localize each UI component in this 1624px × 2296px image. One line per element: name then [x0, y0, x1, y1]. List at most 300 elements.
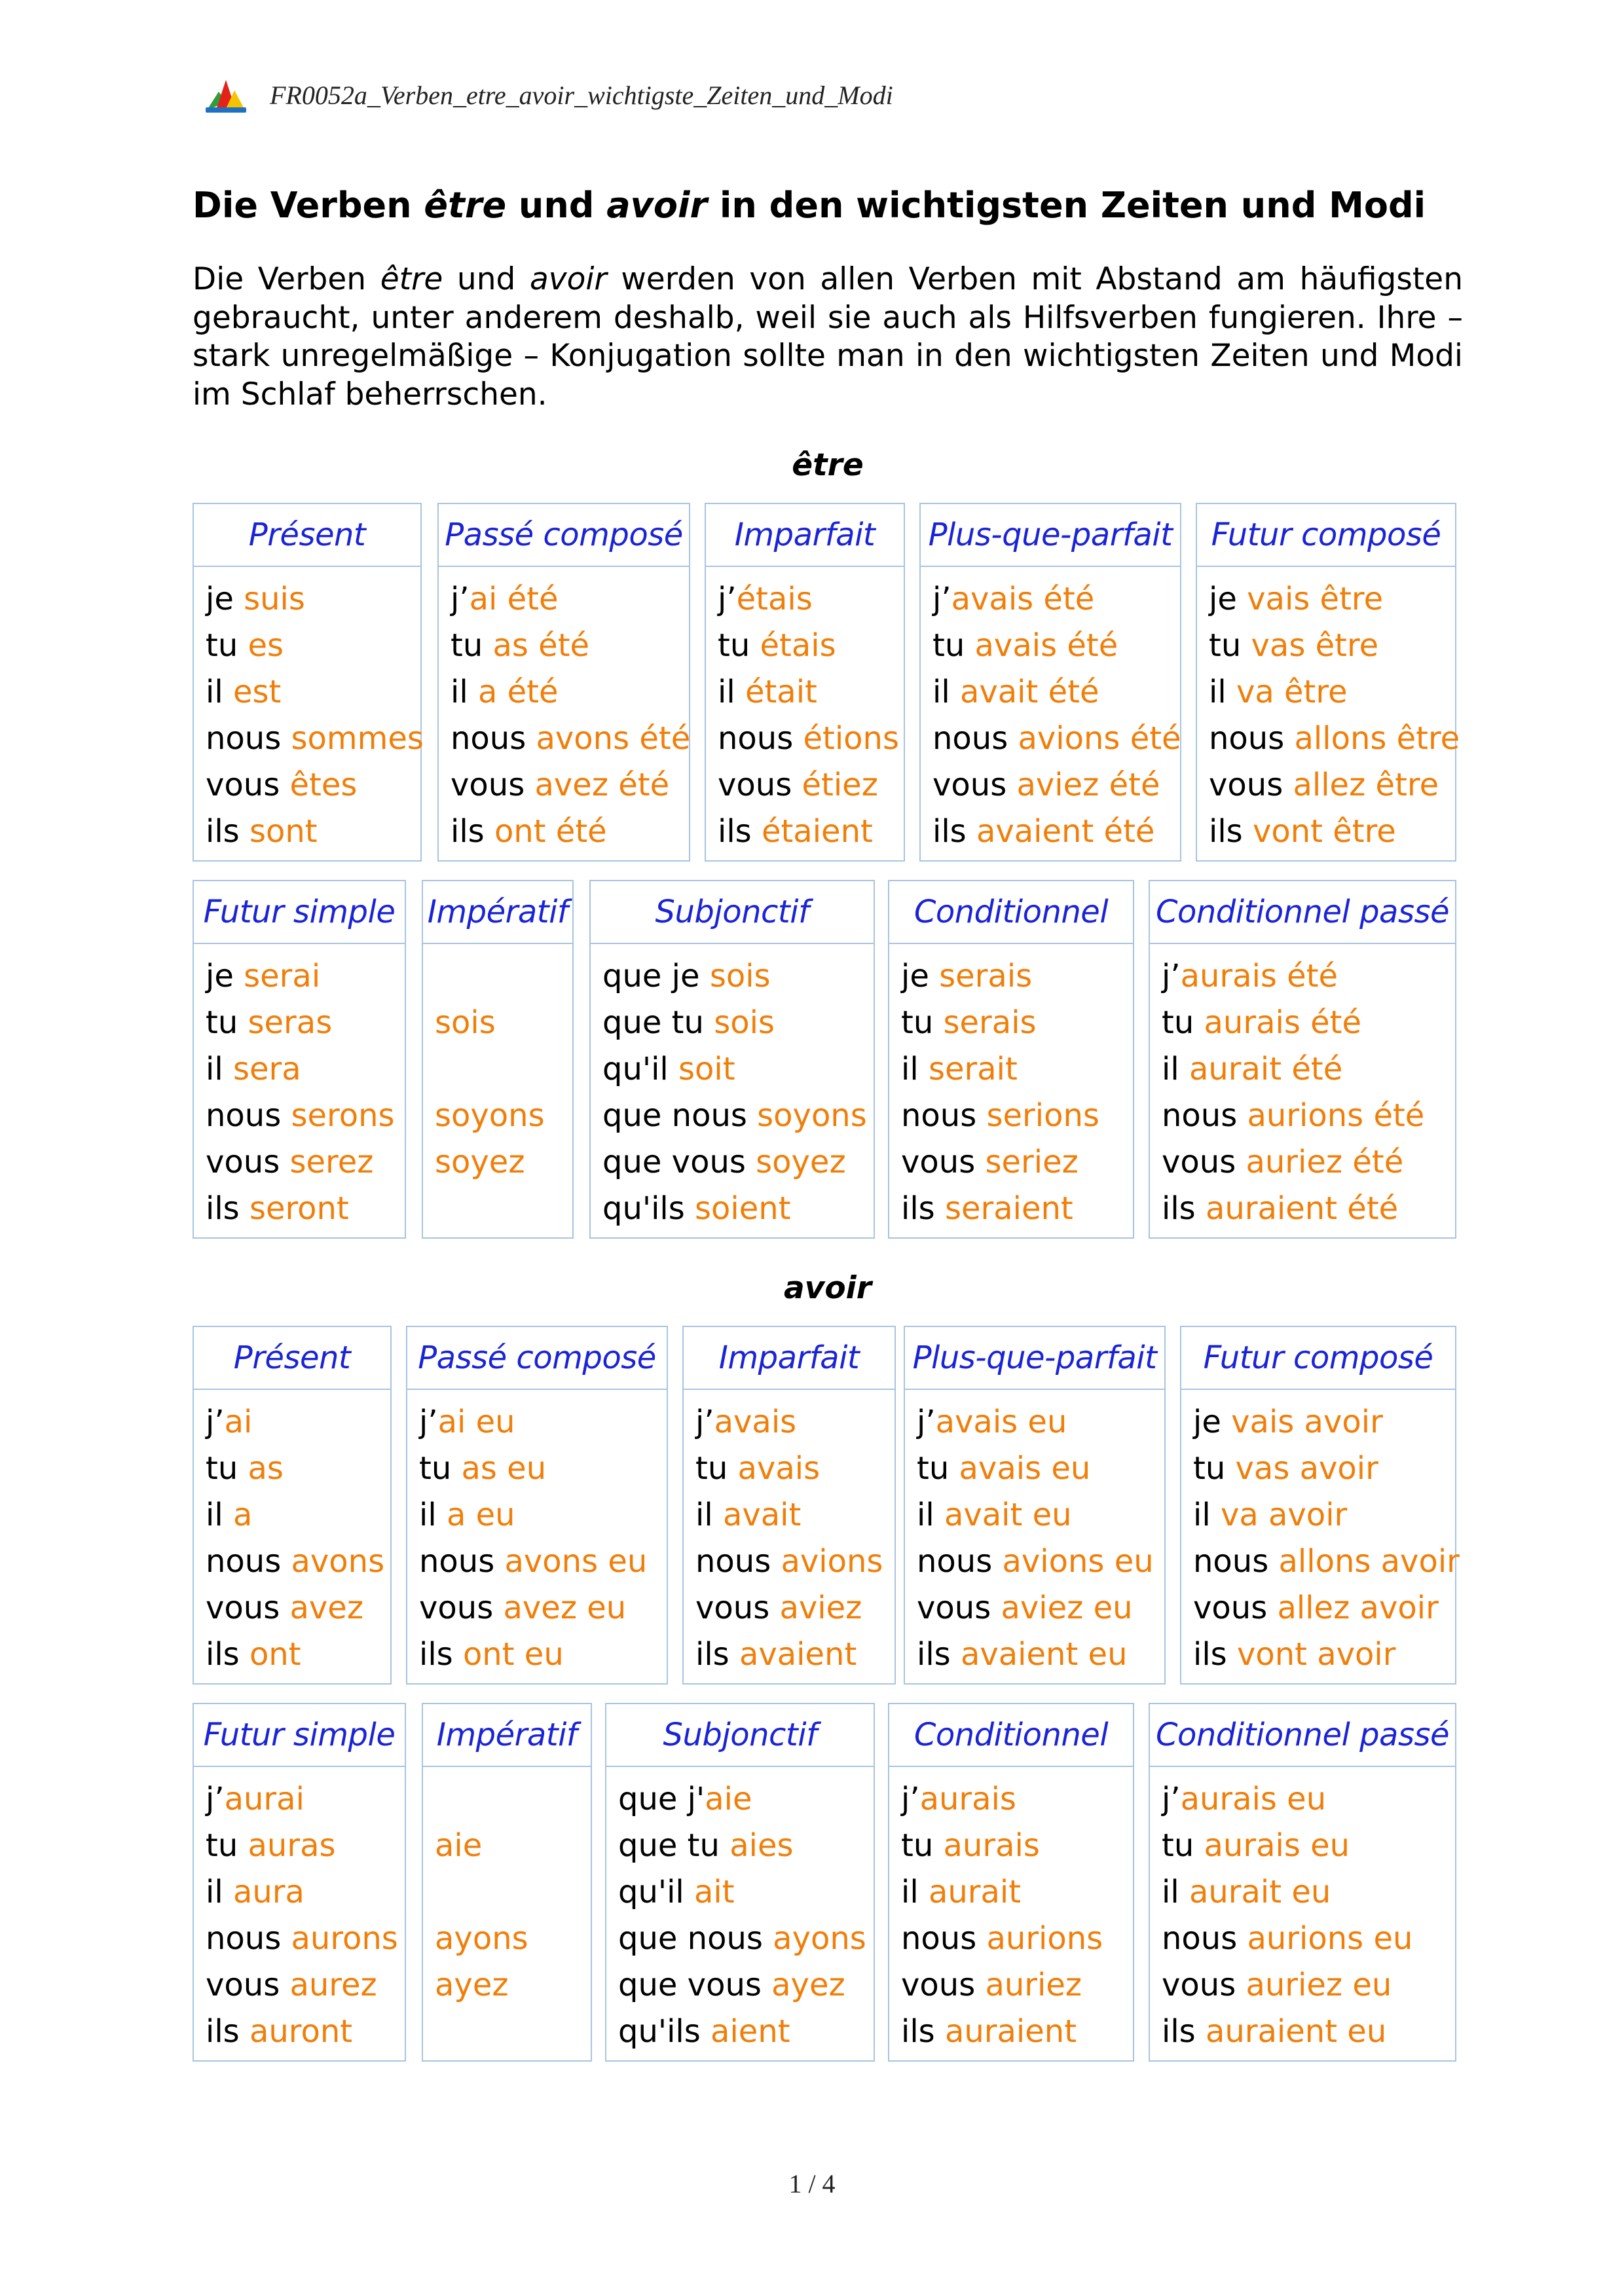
pronoun: tu	[1193, 1450, 1236, 1487]
tense-header: Plus-que-parfait	[921, 504, 1180, 567]
conjugation-row	[451, 809, 689, 855]
conjugation-row	[1209, 576, 1455, 623]
verb-form: sommes	[291, 720, 424, 757]
conjugation-list	[423, 944, 572, 1232]
pronoun: j’	[718, 581, 737, 617]
page-header	[204, 72, 893, 118]
conjugation-row	[206, 1869, 405, 1916]
pronoun: vous	[206, 1967, 290, 2003]
verb-form: seriez	[985, 1144, 1079, 1180]
pronoun: j’	[901, 1781, 920, 1817]
conjugation-table	[1149, 1703, 1456, 2062]
verb-form: aurais	[943, 1827, 1040, 1864]
pronoun: j’	[451, 581, 470, 617]
conjugation-row	[917, 1539, 1164, 1585]
verb-form: vais être	[1247, 581, 1384, 617]
title-text-2: und	[506, 185, 607, 226]
verb-form: étiez	[802, 767, 878, 803]
verb-form: avais eu	[959, 1450, 1091, 1487]
verb-form: aies	[729, 1827, 794, 1864]
pronoun: tu	[1162, 1827, 1204, 1864]
conjugation-row	[618, 1823, 874, 1869]
conjugation-row	[1209, 716, 1460, 762]
pronoun: il	[695, 1497, 723, 1533]
conjugation-list	[1181, 1390, 1460, 1678]
conjugation-row	[206, 1631, 390, 1678]
pronoun: vous	[695, 1590, 780, 1626]
conjugation-row	[901, 1093, 1133, 1139]
pronoun: j’	[1162, 1781, 1181, 1817]
pronoun: il	[718, 674, 745, 710]
verb-form: étais	[760, 627, 836, 664]
conjugation-row	[618, 1776, 874, 1823]
verb-form: aviez eu	[1001, 1590, 1133, 1626]
verb-form: allez avoir	[1277, 1590, 1439, 1626]
pronoun: ils	[206, 1636, 249, 1673]
conjugation-table	[422, 880, 574, 1239]
verb-form: soient	[695, 1190, 791, 1227]
conjugation-row	[206, 2009, 405, 2055]
pronoun: vous	[917, 1590, 1001, 1626]
conjugation-list	[706, 567, 904, 855]
verb-form: avais	[737, 1450, 821, 1487]
conjugation-row	[618, 1962, 874, 2009]
pronoun: nous	[206, 720, 291, 757]
pronoun: que vous	[602, 1144, 756, 1180]
conjugation-row	[901, 1823, 1133, 1869]
conjugation-row	[435, 1000, 572, 1046]
verb-form: avez été	[534, 767, 670, 803]
pronoun: il	[917, 1497, 944, 1533]
tense-header: Conditionnel passé	[1150, 881, 1455, 944]
verb-form: étais	[736, 581, 813, 617]
verb-form: serai	[244, 958, 321, 994]
conjugation-table	[682, 1326, 896, 1685]
conjugation-row	[901, 953, 1133, 1000]
verb-form: soyons	[757, 1097, 867, 1134]
verb-form: aura	[232, 1874, 304, 1910]
header-filename: FR0052a_Verben_etre_avoir_wichtigste_Zeiten_und_Modi	[270, 80, 893, 110]
verb-form: as été	[492, 627, 590, 664]
pronoun: nous	[1162, 1920, 1247, 1957]
conjugation-row	[695, 1446, 895, 1492]
conjugation-row	[435, 1186, 572, 1232]
conjugation-row	[451, 716, 689, 762]
verb-form: avais	[714, 1404, 797, 1440]
tense-header: Imparfait	[684, 1327, 895, 1390]
conjugation-table	[904, 1326, 1166, 1685]
pronoun: vous	[932, 767, 1017, 803]
verb-form: aie	[435, 1827, 483, 1864]
conjugation-row	[206, 762, 420, 809]
pronoun: tu	[419, 1450, 462, 1487]
tense-header: Conditionnel	[889, 1704, 1133, 1767]
verb-form: auriez eu	[1246, 1967, 1392, 2003]
pronoun: j’	[932, 581, 951, 617]
verb-form: vas avoir	[1235, 1450, 1378, 1487]
conjugation-row	[206, 1823, 405, 1869]
tense-header: Présent	[194, 504, 420, 567]
pronoun: tu	[206, 1450, 248, 1487]
conjugation-row	[435, 953, 572, 1000]
conjugation-row	[435, 1046, 572, 1093]
verb-form: aurait été	[1189, 1051, 1343, 1087]
verb-form: seront	[249, 1190, 349, 1227]
pronoun: j’	[419, 1404, 438, 1440]
conjugation-row	[206, 1093, 405, 1139]
pronoun: vous	[1162, 1144, 1246, 1180]
conjugation-row	[206, 1492, 390, 1539]
conjugation-row	[602, 1139, 874, 1186]
verb-form: auriez été	[1246, 1144, 1404, 1180]
conjugation-row	[419, 1585, 667, 1631]
verb-form: avons eu	[504, 1543, 648, 1580]
pronoun: il	[451, 674, 478, 710]
verb-form: aurions été	[1247, 1097, 1425, 1134]
pronoun: ils	[901, 1190, 945, 1227]
pronoun: j’	[206, 1404, 225, 1440]
conjugation-row	[917, 1492, 1164, 1539]
pronoun: ils	[917, 1636, 961, 1673]
pronoun: nous	[206, 1543, 291, 1580]
conjugation-list	[1150, 944, 1455, 1232]
pronoun: il	[932, 674, 960, 710]
conjugation-row	[602, 1093, 874, 1139]
pronoun: il	[901, 1874, 929, 1910]
conjugation-row	[695, 1399, 895, 1446]
verb-form: avez eu	[503, 1590, 627, 1626]
conjugation-row	[1209, 762, 1455, 809]
pronoun: vous	[206, 1590, 290, 1626]
conjugation-row	[451, 576, 689, 623]
verb-form: avions été	[1018, 720, 1181, 757]
pronoun: nous	[695, 1543, 781, 1580]
page-number: 1 / 4	[788, 2169, 836, 2198]
conjugation-row	[932, 669, 1180, 716]
pronoun: il	[206, 1051, 233, 1087]
pronoun: qu'il	[618, 1874, 695, 1910]
verb-form: ait	[694, 1874, 735, 1910]
conjugation-row	[1209, 809, 1455, 855]
verb-form: ayons	[435, 1920, 528, 1957]
conjugation-row	[917, 1585, 1164, 1631]
verb-form: auriez	[985, 1967, 1082, 2003]
verb-form: est	[232, 674, 282, 710]
conjugation-row	[718, 623, 904, 669]
verb-form: sois	[435, 1004, 496, 1041]
conjugation-row	[901, 2009, 1133, 2055]
verb-heading-avoir: avoir	[784, 1270, 872, 1306]
pronoun: ils	[1209, 813, 1253, 850]
verb-form: aurions	[986, 1920, 1103, 1957]
conjugation-row	[1162, 1046, 1455, 1093]
conjugation-row	[206, 809, 420, 855]
conjugation-row	[917, 1446, 1164, 1492]
verb-form: auras	[248, 1827, 336, 1864]
conjugation-row	[1193, 1585, 1455, 1631]
pronoun: j’	[917, 1404, 936, 1440]
verb-form: auraient eu	[1205, 2013, 1387, 2050]
pronoun: je	[901, 958, 940, 994]
verb-form: allons avoir	[1278, 1543, 1460, 1580]
verb-form: vais avoir	[1231, 1404, 1383, 1440]
conjugation-row	[435, 1823, 591, 1869]
pronoun: je	[1209, 581, 1247, 617]
verb-form: auront	[249, 2013, 353, 2050]
verb-form: va être	[1236, 674, 1348, 710]
pronoun: tu	[451, 627, 493, 664]
verb-form: soyez	[435, 1144, 525, 1180]
tense-header: Conditionnel	[889, 881, 1133, 944]
verb-form: ai été	[469, 581, 559, 617]
tense-header: Impératif	[423, 1704, 591, 1767]
verb-form: avais été	[974, 627, 1118, 664]
verb-form: avez	[289, 1590, 364, 1626]
verb-form: ayez	[771, 1967, 845, 2003]
title-avoir: avoir	[606, 185, 708, 226]
conjugation-row	[451, 762, 689, 809]
conjugation-list	[921, 567, 1180, 855]
pronoun: tu	[206, 1827, 248, 1864]
conjugation-row	[1162, 1823, 1455, 1869]
pronoun: que vous	[618, 1967, 772, 2003]
pronoun: nous	[419, 1543, 505, 1580]
conjugation-row	[435, 1093, 572, 1139]
tense-header: Futur composé	[1197, 504, 1455, 567]
pronoun: qu'ils	[618, 2013, 711, 2050]
pronoun: vous	[718, 767, 802, 803]
conjugation-table	[589, 880, 875, 1239]
verb-form: avons	[291, 1543, 385, 1580]
pronoun: ils	[1162, 1190, 1206, 1227]
verb-form: avaient eu	[960, 1636, 1128, 1673]
pronoun: il	[1162, 1051, 1189, 1087]
conjugation-table	[193, 1703, 406, 2062]
conjugation-row	[618, 2009, 874, 2055]
pronoun: ils	[1193, 1636, 1237, 1673]
conjugation-table	[888, 1703, 1134, 2062]
pronoun: nous	[1162, 1097, 1247, 1134]
tense-header: Futur simple	[194, 1704, 405, 1767]
conjugation-row	[618, 1869, 874, 1916]
verb-form: vas être	[1251, 627, 1379, 664]
conjugation-row	[206, 716, 424, 762]
pronoun: il	[1209, 674, 1236, 710]
title-text-3: in den wichtigsten Zeiten und Modi	[707, 185, 1426, 226]
pronoun: nous	[917, 1543, 1003, 1580]
conjugation-row	[602, 1186, 874, 1232]
conjugation-table	[193, 880, 406, 1239]
conjugation-row	[419, 1631, 667, 1678]
conjugation-table	[437, 503, 690, 862]
verb-form: serais	[943, 1004, 1037, 1041]
verb-form: aviez	[779, 1590, 862, 1626]
verb-form: avais été	[951, 581, 1095, 617]
conjugation-list	[684, 1390, 895, 1678]
verb-form: soit	[678, 1051, 735, 1087]
verb-form: serait	[928, 1051, 1018, 1087]
verb-form: ai	[224, 1404, 253, 1440]
conjugation-row	[1193, 1631, 1455, 1678]
conjugation-row	[206, 1000, 405, 1046]
verb-form: serons	[291, 1097, 395, 1134]
pronoun: vous	[1209, 767, 1293, 803]
conjugation-row	[602, 1046, 874, 1093]
conjugation-list	[1197, 567, 1460, 855]
conjugation-list	[1150, 1767, 1455, 2055]
verb-form: va avoir	[1220, 1497, 1348, 1533]
verb-form: soyons	[435, 1097, 545, 1134]
pronoun: ils	[901, 2013, 945, 2050]
conjugation-table	[605, 1703, 875, 2062]
pronoun: tu	[932, 627, 975, 664]
pronoun: que j'	[618, 1781, 705, 1817]
verb-form: aient	[710, 2013, 790, 2050]
title-text-1: Die Verben	[193, 185, 424, 226]
pronoun: nous	[1209, 720, 1295, 757]
pronoun: nous	[206, 1920, 291, 1957]
verb-form: a	[232, 1497, 253, 1533]
verb-form: as	[248, 1450, 284, 1487]
conjugation-row	[435, 1776, 591, 1823]
conjugation-row	[1193, 1492, 1455, 1539]
conjugation-row	[901, 1139, 1133, 1186]
verb-form: es	[248, 627, 284, 664]
conjugation-row	[206, 953, 405, 1000]
verb-form: sont	[249, 813, 318, 850]
conjugation-row	[435, 1962, 591, 2009]
verb-form: avons été	[536, 720, 691, 757]
pronoun: que tu	[602, 1004, 714, 1041]
conjugation-row	[419, 1399, 667, 1446]
verb-form: ai eu	[437, 1404, 515, 1440]
conjugation-row	[917, 1631, 1164, 1678]
pronoun: tu	[206, 1004, 248, 1041]
conjugation-list	[194, 1390, 390, 1678]
conjugation-row	[206, 1962, 405, 2009]
conjugation-row	[435, 1139, 572, 1186]
conjugation-row	[901, 1000, 1133, 1046]
conjugation-row	[419, 1446, 667, 1492]
conjugation-row	[435, 2009, 591, 2055]
conjugation-row	[206, 669, 420, 716]
intro-text-1: Die Verben	[193, 261, 380, 297]
conjugation-row	[718, 669, 904, 716]
pronoun: j’	[695, 1404, 714, 1440]
conjugation-row	[901, 1869, 1133, 1916]
conjugation-table	[705, 503, 905, 862]
conjugation-row	[1162, 1000, 1455, 1046]
conjugation-row	[206, 1399, 390, 1446]
verb-form: aurons	[291, 1920, 398, 1957]
verb-heading-etre: être	[792, 447, 864, 483]
pronoun: vous	[1193, 1590, 1278, 1626]
verb-form: ayons	[773, 1920, 866, 1957]
conjugation-row	[1162, 1869, 1455, 1916]
pronoun: tu	[1162, 1004, 1204, 1041]
conjugation-list	[905, 1390, 1164, 1678]
conjugation-row	[1209, 669, 1455, 716]
verb-form: allez être	[1293, 767, 1439, 803]
pronoun: il	[1193, 1497, 1221, 1533]
intro-etre: être	[380, 261, 443, 297]
conjugation-row	[1162, 1186, 1455, 1232]
pronoun: nous	[901, 1097, 987, 1134]
pronoun: il	[1162, 1874, 1189, 1910]
verb-form: a eu	[446, 1497, 515, 1533]
conjugation-row	[206, 1139, 405, 1186]
pronoun: vous	[1162, 1967, 1246, 2003]
verb-form: avait été	[959, 674, 1099, 710]
conjugation-row	[695, 1539, 895, 1585]
pronoun: nous	[1193, 1543, 1279, 1580]
verb-form: sois	[714, 1004, 775, 1041]
tense-header: Subjonctif	[606, 1704, 874, 1767]
conjugation-row	[932, 809, 1180, 855]
verb-form: était	[745, 674, 817, 710]
verb-form: êtes	[289, 767, 358, 803]
conjugation-row	[917, 1399, 1164, 1446]
pronoun: j’	[206, 1781, 225, 1817]
verb-form: suis	[244, 581, 305, 617]
conjugation-row	[1193, 1399, 1455, 1446]
verb-form: aurai	[224, 1781, 304, 1817]
conjugation-table	[919, 503, 1181, 862]
verb-form: ayez	[435, 1967, 509, 2003]
tense-header: Conditionnel passé	[1150, 1704, 1455, 1767]
conjugation-row	[419, 1539, 667, 1585]
verb-form: as eu	[461, 1450, 547, 1487]
verb-form: étions	[803, 720, 899, 757]
conjugation-row	[1162, 1916, 1455, 1962]
verb-form: aurait eu	[1189, 1874, 1331, 1910]
pronoun: j’	[1162, 958, 1181, 994]
conjugation-row	[206, 1446, 390, 1492]
conjugation-row	[901, 1962, 1133, 2009]
conjugation-list	[423, 1767, 591, 2055]
conjugation-row	[718, 762, 904, 809]
conjugation-row	[695, 1492, 895, 1539]
pronoun: ils	[451, 813, 494, 850]
pronoun: que je	[602, 958, 710, 994]
tense-header: Impératif	[423, 881, 572, 944]
intro-paragraph	[193, 261, 1463, 414]
pronoun: tu	[718, 627, 760, 664]
conjugation-row	[718, 716, 904, 762]
tense-header: Présent	[194, 1327, 390, 1390]
conjugation-row	[206, 1916, 405, 1962]
conjugation-list	[194, 1767, 405, 2055]
verb-form: avait	[722, 1497, 802, 1533]
conjugation-table	[406, 1326, 668, 1685]
verb-form: avais eu	[935, 1404, 1067, 1440]
tense-header: Plus-que-parfait	[905, 1327, 1164, 1390]
pronoun: nous	[932, 720, 1018, 757]
pronoun: tu	[206, 627, 248, 664]
conjugation-list	[889, 1767, 1133, 2055]
conjugation-row	[1193, 1539, 1460, 1585]
conjugation-row	[419, 1492, 667, 1539]
conjugation-row	[206, 576, 420, 623]
conjugation-row	[602, 1000, 874, 1046]
pronoun: il	[901, 1051, 929, 1087]
pronoun: nous	[451, 720, 536, 757]
conjugation-row	[206, 1776, 405, 1823]
conjugation-row	[206, 1539, 390, 1585]
pronoun: tu	[901, 1004, 944, 1041]
verb-form: aurions eu	[1247, 1920, 1413, 1957]
pronoun: tu	[1209, 627, 1251, 664]
